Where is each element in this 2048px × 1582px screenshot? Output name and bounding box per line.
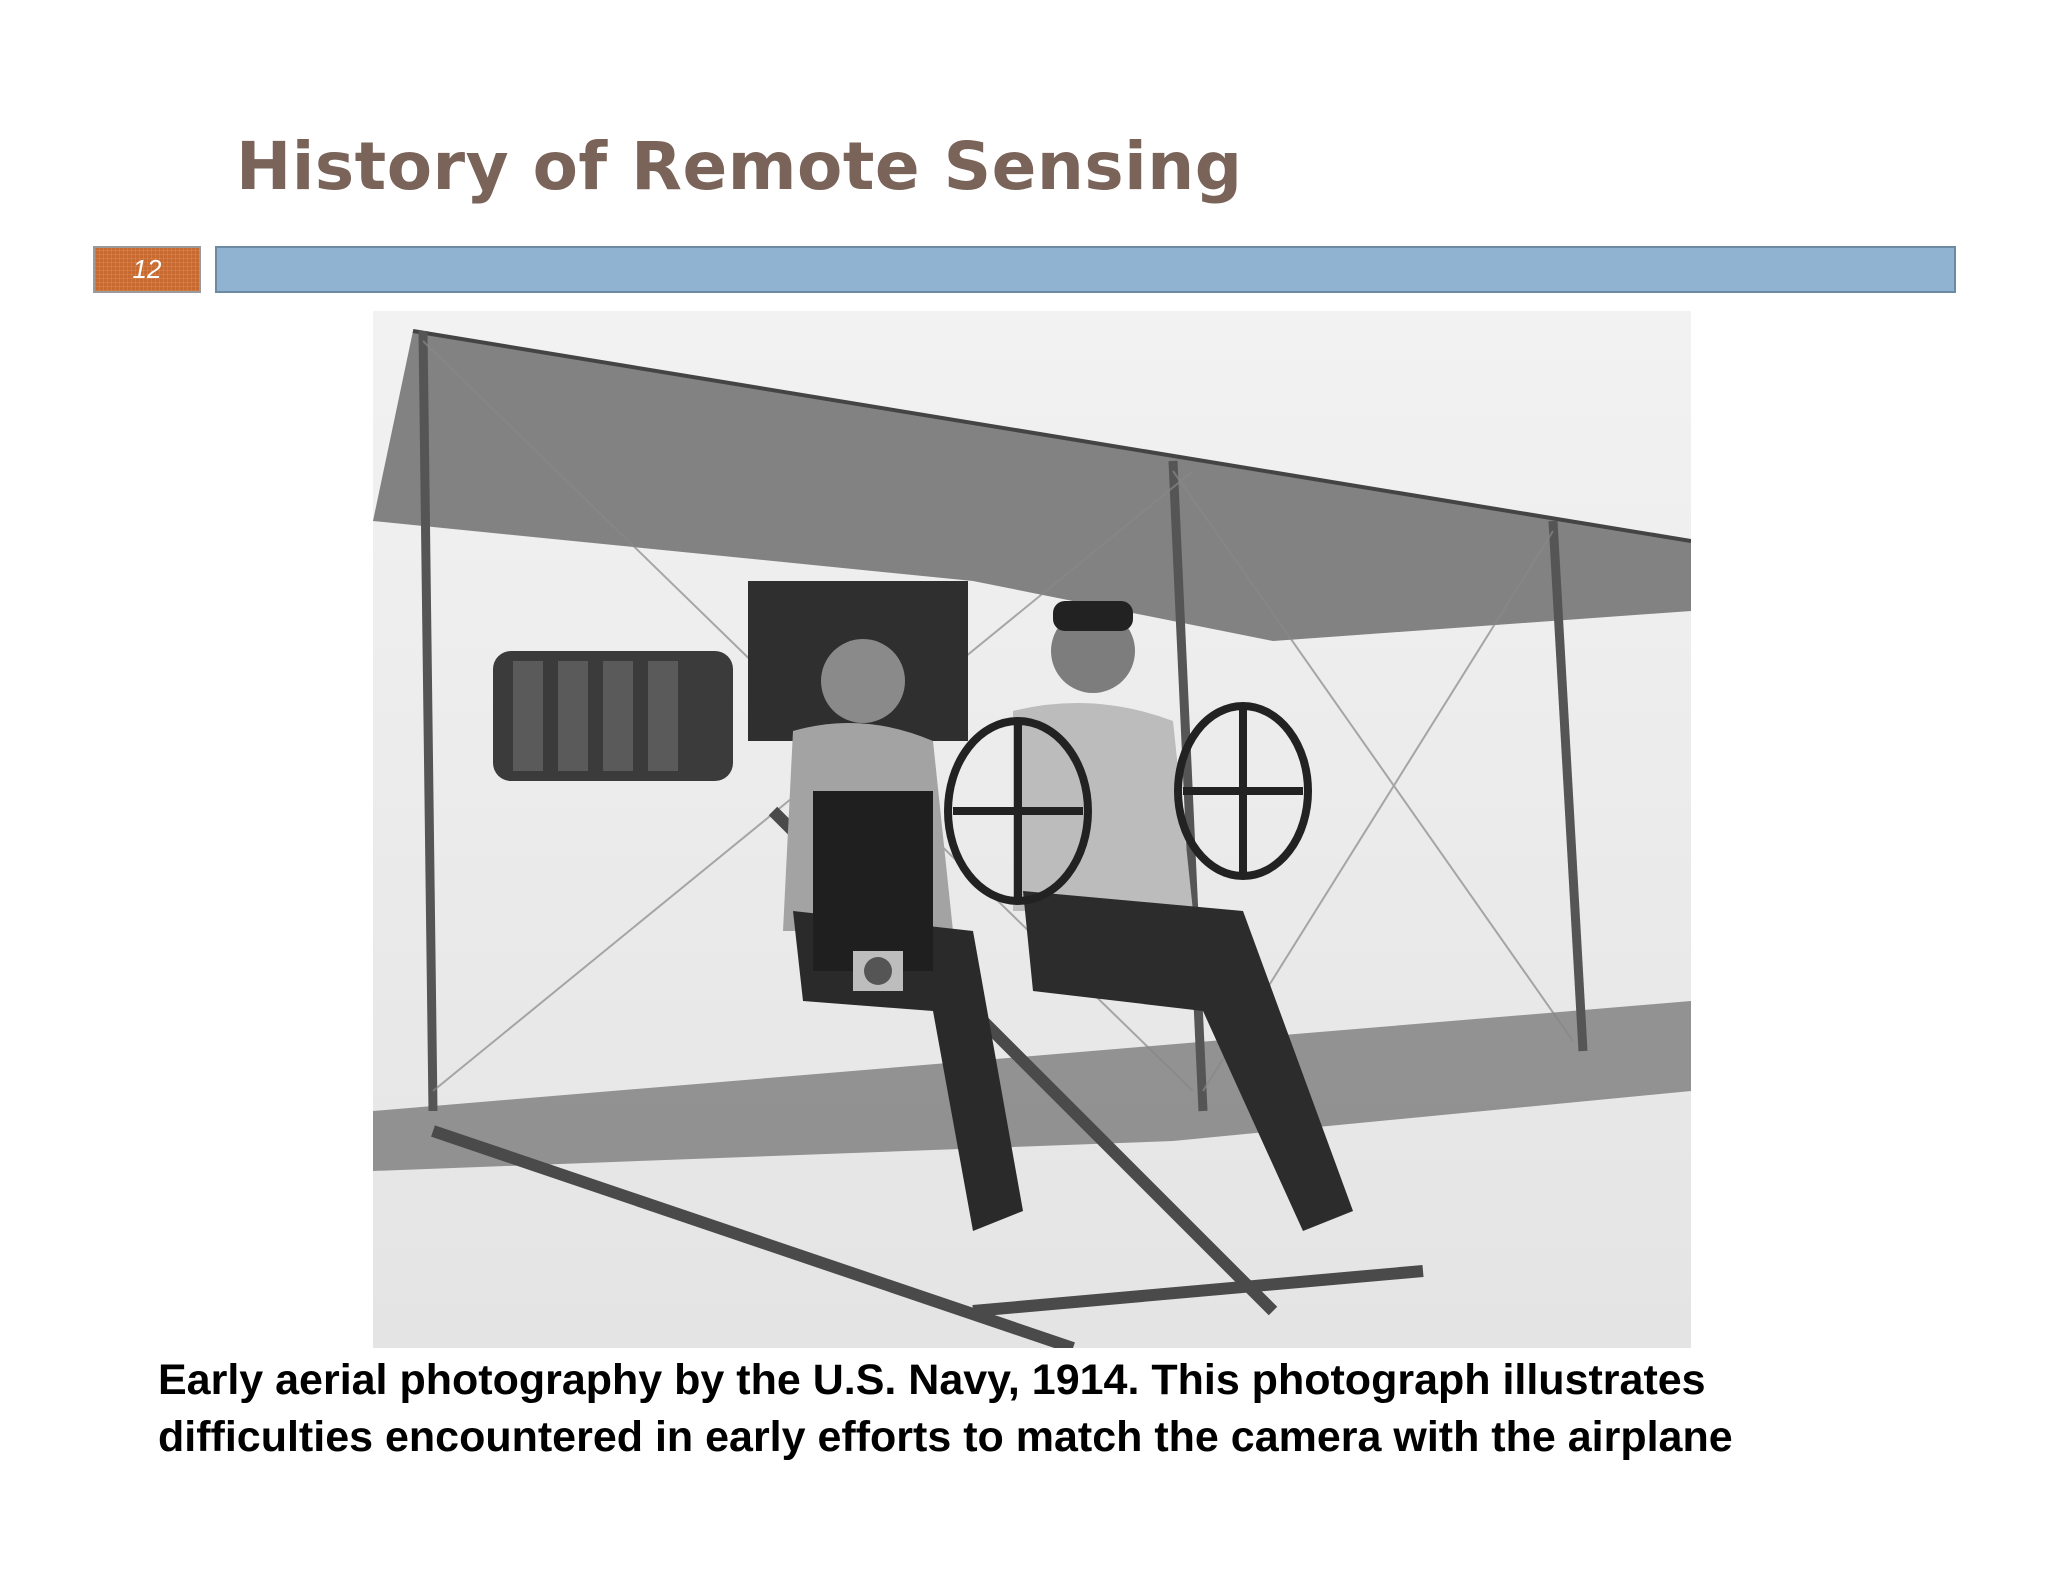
camera-icon (813, 791, 933, 991)
engine-icon (493, 651, 733, 781)
biplane-photo (373, 311, 1691, 1348)
caption-line-1: Early aerial photography by the U.S. Navy, 1914. This photograph illustrates (158, 1356, 1706, 1404)
biplane-illustration (373, 311, 1691, 1348)
title-bar (215, 246, 1956, 293)
slide-number: 12 (93, 246, 201, 293)
caption-line-2: difficulties encountered in early efforts to match the camera with the airplane (158, 1413, 1733, 1461)
slide-title: History of Remote Sensing (236, 128, 1243, 205)
photo-caption (158, 1352, 1958, 1466)
